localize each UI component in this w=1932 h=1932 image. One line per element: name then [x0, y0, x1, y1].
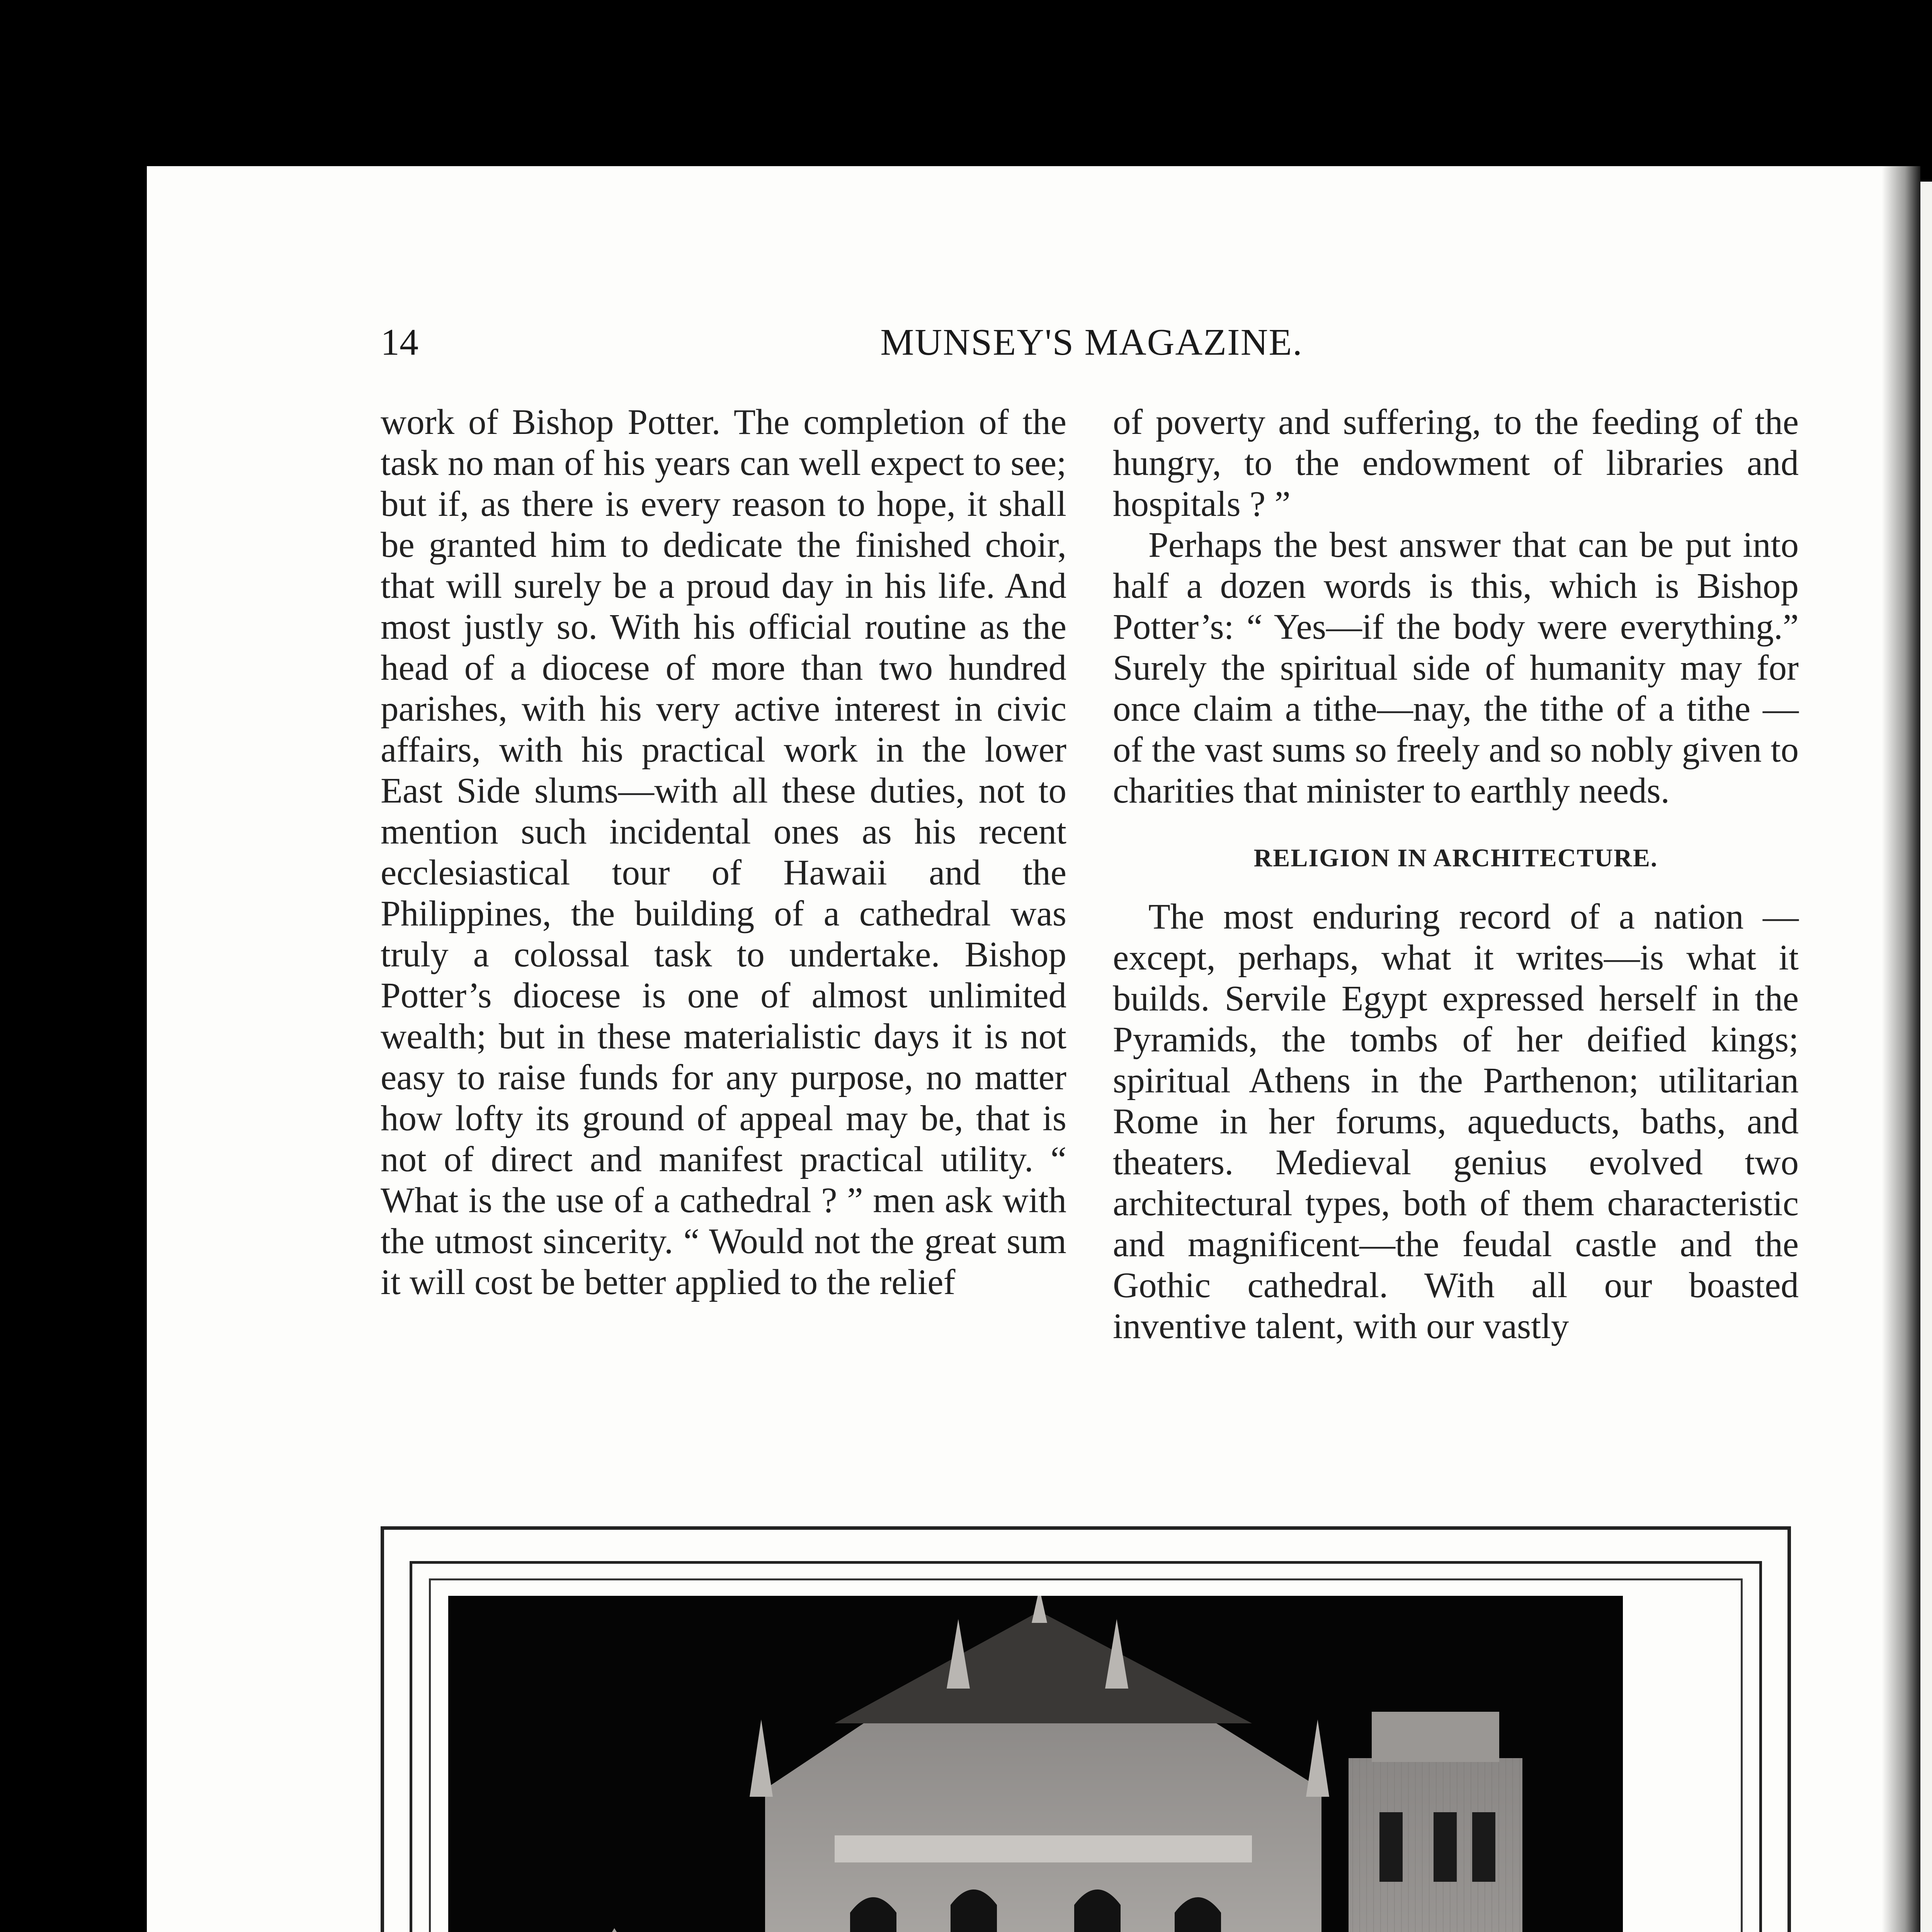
- gutter-shadow: [1882, 166, 1920, 1932]
- cathedral-model-photograph: [448, 1596, 1623, 1932]
- left-column: [381, 402, 1066, 1303]
- magazine-title: MUNSEY'S MAGAZINE.: [880, 321, 1303, 363]
- left-column-paragraph: work of Bishop Potter. The completion of the task no man of his years can well expect to see; but if, as there is every reason to hope, it shall be granted him to dedicate the finished choir, that will surely be a proud day in his life. And most justly so. With his official routine as the head of a diocese of more than two hundred parishes, with his very active interest in civic affairs, with his practical work in the lower East Side slums—with all these duties, not to mention such incidental ones as his recent ecclesiastical tour of Hawaii and the Philippines, the building of a cathedral was truly a colossal task to undertake. Bishop Potter’s diocese is one of almost unlimited wealth; but in these materialistic days it is not easy to raise funds for any purpose, no matter how lofty its ground of appeal may be, that is not of direct and manifest practical utility. “ What is the use of a cathedral ? ” men ask with the utmost sincerity. “ Would not the great sum it will cost be better applied to the relief: [381, 402, 1066, 1302]
- cathedral-illustration: [448, 1596, 1623, 1932]
- page-number: 14: [381, 321, 418, 363]
- right-column-paragraph: The most enduring record of a nation —except, perhaps, what it writes—is what it builds. Servile Egypt expressed herself in the Pyramids, the tombs of her deified kings; spiritual Athens in the Parthenon; utilitarian Rome in her forums, aqueducts, baths, and theaters. Medieval genius evolved two architectural types, both of them characteristic and magnificent—the feudal castle and the Gothic cathedral. With all our boasted inventive talent, with our vastly: [1113, 897, 1799, 1346]
- section-heading: RELIGION IN ARCHITECTURE.: [1253, 844, 1658, 872]
- right-column: [1113, 402, 1799, 1347]
- right-column-paragraph: of poverty and suffering, to the feeding of the hungry, to the endowment of libraries and hospitals ? ”: [1113, 402, 1799, 524]
- right-column-paragraph: Perhaps the best answer that can be put into half a dozen words is this, which is Bishop Potter’s: “ Yes—if the body were everything.” Surely the spiritual side of humanity may for once claim a tithe—nay, the tithe of a tithe —of the vast sums so freely and so nobly given to charities that minister to earthly needs.: [1113, 525, 1799, 811]
- adjacent-page-edge: [1920, 182, 1932, 1932]
- running-head: [381, 321, 1803, 375]
